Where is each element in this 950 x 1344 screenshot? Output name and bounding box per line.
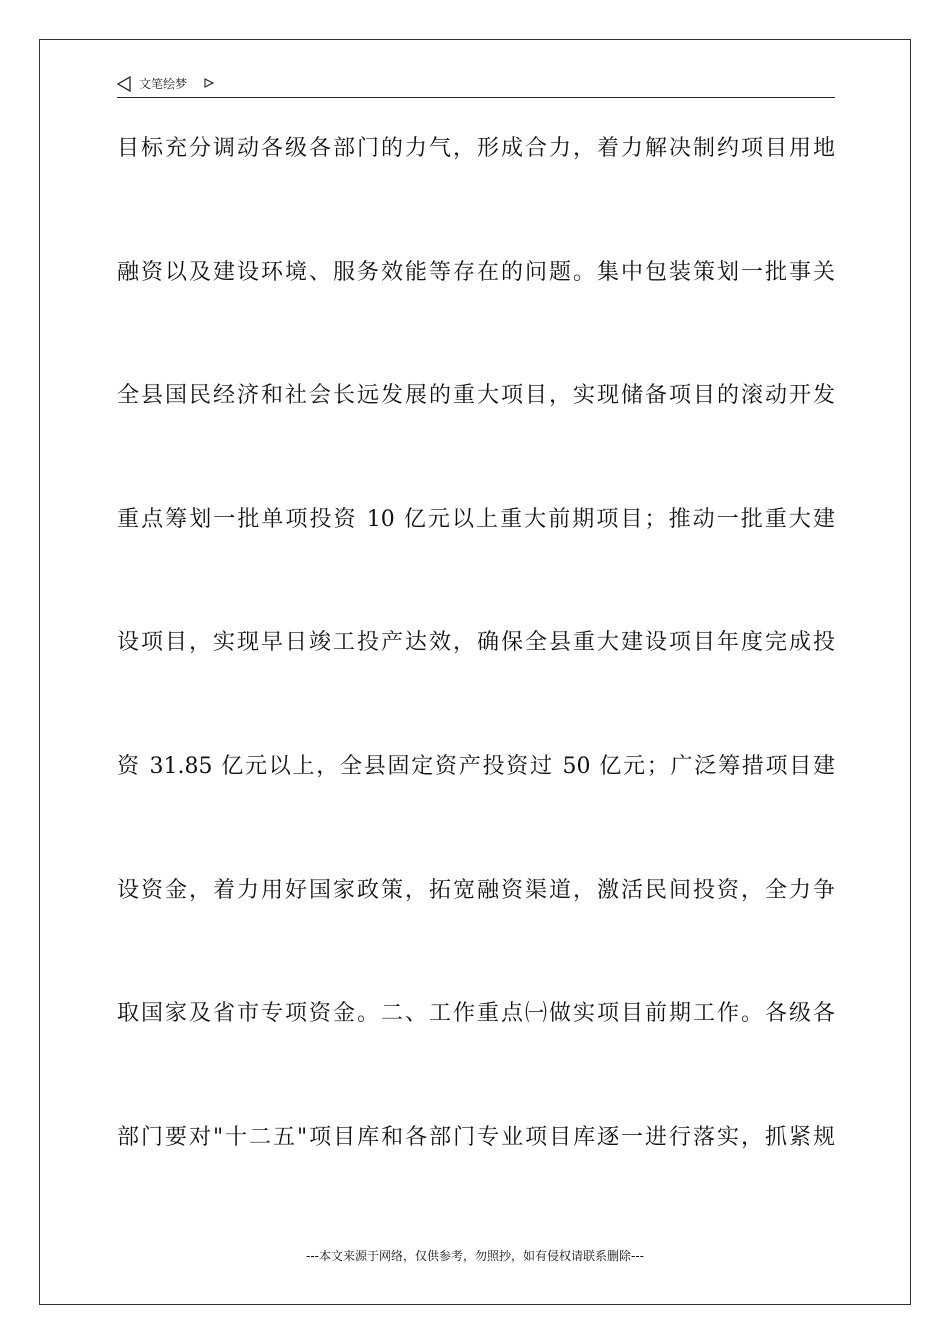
body-line: 资 31.85 亿元以上，全县固定资产投资过 50 亿元；广泛筹措项目建 — [117, 753, 835, 779]
page-header — [117, 72, 835, 98]
triangle-left-outline-icon — [117, 76, 131, 92]
triangle-right-outline-icon — [204, 78, 214, 88]
body-line: 部门要对"十二五"项目库和各部门专业项目库逐一进行落实，抓紧规 — [117, 1124, 835, 1150]
body-line: 设项目，实现早日竣工投产达效，确保全县重大建设项目年度完成投 — [117, 630, 835, 656]
body-line: 目标充分调动各级各部门的力气，形成合力，着力解决制约项目用地 — [117, 136, 835, 161]
body-line: 融资以及建设环境、服务效能等存在的问题。集中包装策划一批事关 — [117, 259, 835, 285]
header-title: 文笔绘梦 — [139, 77, 188, 91]
body-line: 设资金，着力用好国家政策，拓宽融资渠道，激活民间投资，全力争 — [117, 877, 835, 903]
body-line: 重点筹划一批单项投资 10 亿元以上重大前期项目；推动一批重大建 — [117, 506, 835, 532]
body-text — [117, 131, 835, 1243]
body-line: 取国家及省市专项资金。二、工作重点㈠做实项目前期工作。各级各 — [117, 1001, 835, 1027]
body-line: 全县国民经济和社会长远发展的重大项目，实现储备项目的滚动开发 — [117, 383, 835, 409]
footer-disclaimer: ---本文来源于网络，仅供参考，勿照抄，如有侵权请联系删除--- — [306, 1249, 644, 1263]
